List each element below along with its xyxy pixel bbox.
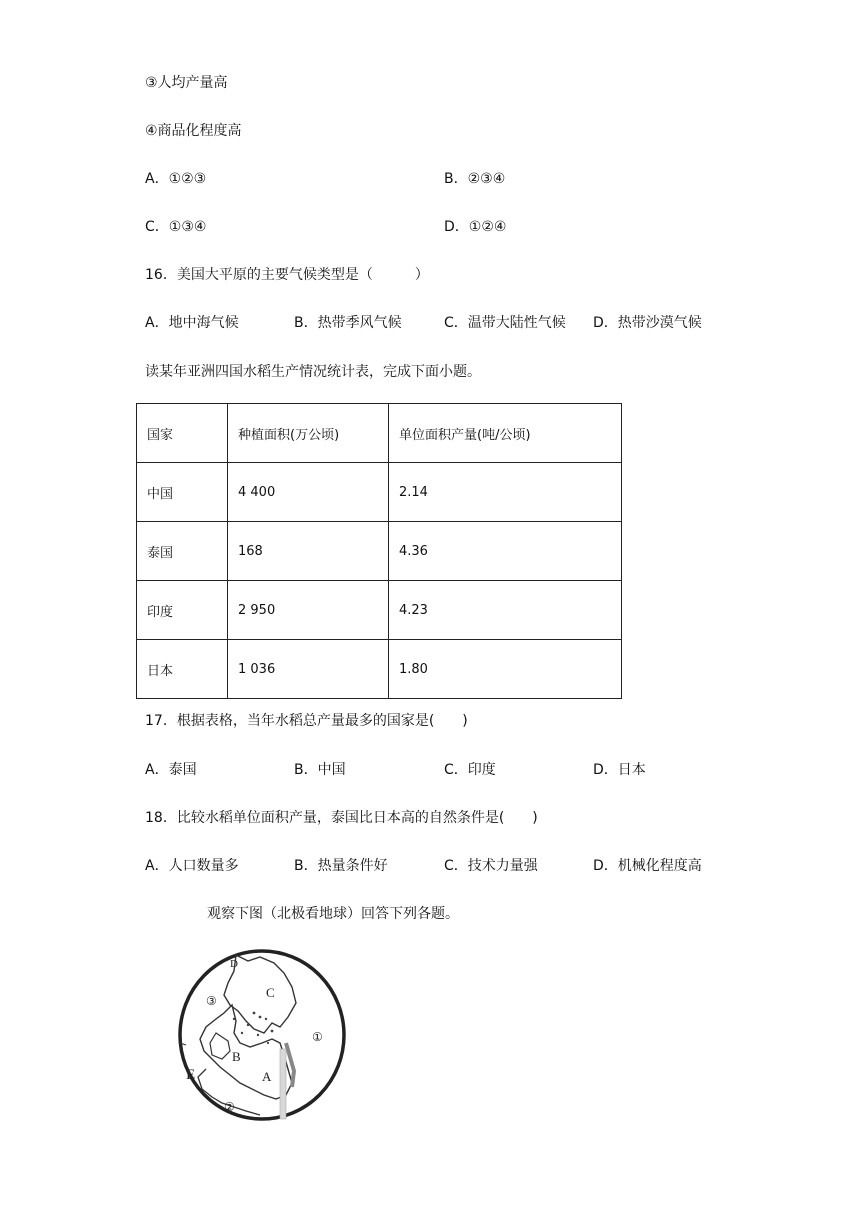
map-label-3: ③ (206, 994, 217, 1008)
cell-country: 日本 (137, 640, 228, 699)
q18-option-b: B．热量条件好 (294, 858, 388, 874)
q18-option-c: C．技术力量强 (444, 858, 538, 874)
q16-stem: 16．美国大平原的主要气候类型是（ ） (145, 267, 429, 283)
table-row (137, 581, 622, 640)
table-row (137, 640, 622, 699)
north-pole-globe-map (176, 947, 348, 1125)
rice-production-table (136, 403, 622, 699)
q17-stem: 17．根据表格，当年水稻总产量最多的国家是( ) (145, 713, 468, 729)
map-label-c: C (266, 985, 275, 1000)
map-label-e: E (186, 1067, 196, 1083)
header-yield: 单位面积产量(吨/公顷) (389, 404, 622, 463)
q16-option-d: D．热带沙漠气候 (593, 315, 702, 331)
q17-option-a: A．泰国 (145, 762, 197, 778)
globe-illustration (176, 947, 348, 1125)
q18-stem: 18．比较水稻单位面积产量，泰国比日本高的自然条件是( ) (145, 810, 538, 826)
map-label-a: A (262, 1069, 272, 1084)
q15-option-d: D．①②④ (444, 219, 507, 235)
item-4: ④商品化程度高 (145, 123, 242, 139)
item-3: ③人均产量高 (145, 75, 228, 91)
cell-yield: 4.36 (389, 522, 622, 581)
q16-option-c: C．温带大陆性气候 (444, 315, 566, 331)
table-intro: 读某年亚洲四国水稻生产情况统计表，完成下面小题。 (145, 364, 481, 380)
map-label-b: B (232, 1049, 241, 1064)
cell-yield: 4.23 (389, 581, 622, 640)
q16-option-b: B．热带季风气候 (294, 315, 402, 331)
header-country: 国家 (137, 404, 228, 463)
q17-option-d: D．日本 (593, 762, 646, 778)
cell-area: 1 036 (228, 640, 389, 699)
map-label-2: ② (224, 1100, 235, 1114)
q18-option-a: A．人口数量多 (145, 858, 239, 874)
cell-area: 4 400 (228, 463, 389, 522)
cell-country: 中国 (137, 463, 228, 522)
q17-option-c: C．印度 (444, 762, 496, 778)
q15-option-c: C．①③④ (145, 219, 207, 235)
map-label-d: D (230, 958, 238, 970)
q15-option-a: A．①②③ (145, 171, 207, 187)
cell-yield: 1.80 (389, 640, 622, 699)
table-header-row (137, 404, 622, 463)
cell-yield: 2.14 (389, 463, 622, 522)
table-row (137, 522, 622, 581)
q17-option-b: B．中国 (294, 762, 346, 778)
map-intro: 观察下图（北极看地球）回答下列各题。 (207, 906, 459, 922)
table-row (137, 463, 622, 522)
cell-country: 泰国 (137, 522, 228, 581)
map-label-1: ① (312, 1030, 323, 1044)
q15-option-b: B．②③④ (444, 171, 506, 187)
cell-area: 2 950 (228, 581, 389, 640)
q18-option-d: D．机械化程度高 (593, 858, 702, 874)
cell-country: 印度 (137, 581, 228, 640)
header-area: 种植面积(万公顷) (228, 404, 389, 463)
q16-option-a: A．地中海气候 (145, 315, 239, 331)
cell-area: 168 (228, 522, 389, 581)
